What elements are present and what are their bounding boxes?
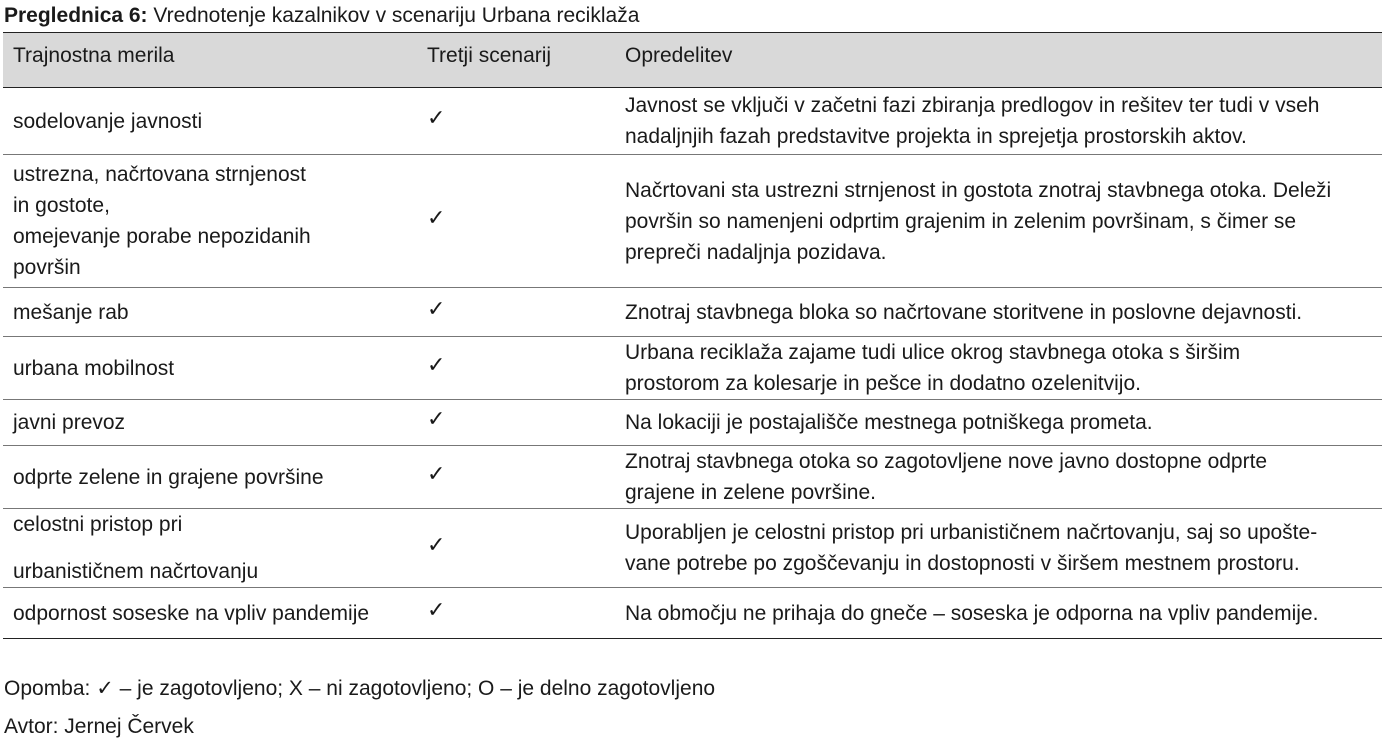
criteria-cell: [3, 288, 417, 337]
header-criteria: Trajnostna merila: [3, 33, 417, 88]
check-icon: ✓: [427, 295, 446, 321]
criteria-cell: [3, 509, 417, 588]
criteria-line: odpornost soseske na vpliv pandemije: [13, 601, 370, 625]
table-row: [3, 446, 1382, 509]
scenario-cell: [417, 155, 615, 288]
table-header-row: [3, 33, 1382, 88]
check-icon: ✓: [427, 104, 446, 130]
definition-line: Na lokaciji je postajališče mestnega potniškega prometa.: [625, 411, 1153, 434]
scenario-cell: [417, 288, 615, 337]
scenario-cell: [417, 446, 615, 509]
definition-cell: [615, 88, 1382, 155]
definition-cell: [615, 337, 1382, 400]
definition-cell: [615, 509, 1382, 588]
table-row: [3, 155, 1382, 288]
check-icon: ✓: [427, 460, 446, 486]
check-icon: ✓: [427, 531, 446, 557]
criteria-line: površin: [13, 256, 81, 279]
scenario-cell: [417, 509, 615, 588]
definition-line: Znotraj stavbnega bloka so načrtovane storitvene in poslovne dejavnosti.: [625, 300, 1303, 324]
definition-cell: [615, 288, 1382, 337]
header-scenario: Tretji scenarij: [417, 33, 615, 88]
table-caption: [4, 3, 639, 29]
table-row: [3, 509, 1382, 588]
table-body: [3, 88, 1382, 639]
criteria-line: javni prevoz: [13, 411, 126, 434]
check-icon: ✓: [427, 406, 446, 431]
table-row: [3, 88, 1382, 155]
scenario-cell: [417, 88, 615, 155]
criteria-line: ustrezna, načrtovana strnjenost: [13, 163, 306, 186]
criteria-cell: [3, 88, 417, 155]
criteria-line: omejevanje porabe nepozidanih: [13, 225, 311, 248]
definition-line: nadaljnjih fazah predstavitve projekta in sprejetja prostorskih aktov.: [625, 125, 1247, 148]
definition-line: grajene in zelene površine.: [625, 481, 876, 504]
definition-line: prostorom za kolesarje in pešce in dodatno ozelenitvijo.: [625, 372, 1141, 395]
definition-line: Uporabljen je celostni pristop pri urbanističnem načrtovanju, saj so upošte-: [625, 521, 1318, 544]
criteria-cell: [3, 446, 417, 509]
criteria-line: in gostote,: [13, 194, 110, 217]
table-row: [3, 400, 1382, 446]
table-row: [3, 288, 1382, 337]
scenario-cell: [417, 400, 615, 446]
criteria-line: mešanje rab: [13, 300, 129, 324]
definition-line: prepreči nadaljnja pozidava.: [625, 240, 887, 264]
criteria-cell: [3, 588, 417, 639]
table-row: [3, 588, 1382, 639]
criteria-cell: [3, 337, 417, 400]
definition-line: Urbana reciklaža zajame tudi ulice okrog stavbnega otoka s širšim: [625, 341, 1241, 364]
table-row: [3, 337, 1382, 400]
header-definition: Opredelitev: [615, 33, 1382, 88]
definition-cell: [615, 588, 1382, 639]
caption-text: Vrednotenje kazalnikov v scenariju Urbana reciklaža: [147, 4, 640, 27]
definition-line: Javnost se vključi v začetni fazi zbiranja predlogov in rešitev ter tudi v vseh: [625, 94, 1320, 117]
definition-cell: [615, 155, 1382, 288]
criteria-line: urbana mobilnost: [13, 356, 175, 380]
criteria-cell: [3, 155, 417, 288]
definition-line: vane potrebe po zgoščevanju in dostopnosti v širšem mestnem prostoru.: [625, 552, 1300, 575]
scenario-cell: [417, 588, 615, 639]
indicators-table: [3, 32, 1382, 639]
caption-label: Preglednica 6:: [4, 4, 148, 27]
check-icon: ✓: [427, 204, 446, 230]
criteria-line: celostni pristop pri: [13, 513, 183, 536]
table-author: Avtor: Jernej Červek: [4, 715, 194, 738]
scenario-cell: [417, 337, 615, 400]
check-icon: ✓: [427, 351, 446, 377]
check-icon: ✓: [427, 596, 446, 622]
definition-cell: [615, 446, 1382, 509]
criteria-cell: [3, 400, 417, 446]
definition-line: površin so namenjeni odprtim grajenim in zelenim površinam, s čimer se: [625, 209, 1297, 233]
definition-line: Načrtovani sta ustrezni strnjenost in gostota znotraj stavbnega otoka. Deleži: [625, 178, 1332, 202]
table-note: Opomba: ✓ – je zagotovljeno; X – ni zagotovljeno; O – je delno zagotovljeno: [4, 677, 716, 700]
criteria-line: urbanističnem načrtovanju: [13, 560, 259, 583]
criteria-line: sodelovanje javnosti: [13, 109, 203, 133]
definition-line: Na območju ne prihaja do gneče – soseska je odporna na vpliv pandemije.: [625, 601, 1319, 625]
definition-line: Znotraj stavbnega otoka so zagotovljene nove javno dostopne odprte: [625, 450, 1268, 473]
criteria-line: odprte zelene in grajene površine: [13, 465, 324, 489]
definition-cell: [615, 400, 1382, 446]
